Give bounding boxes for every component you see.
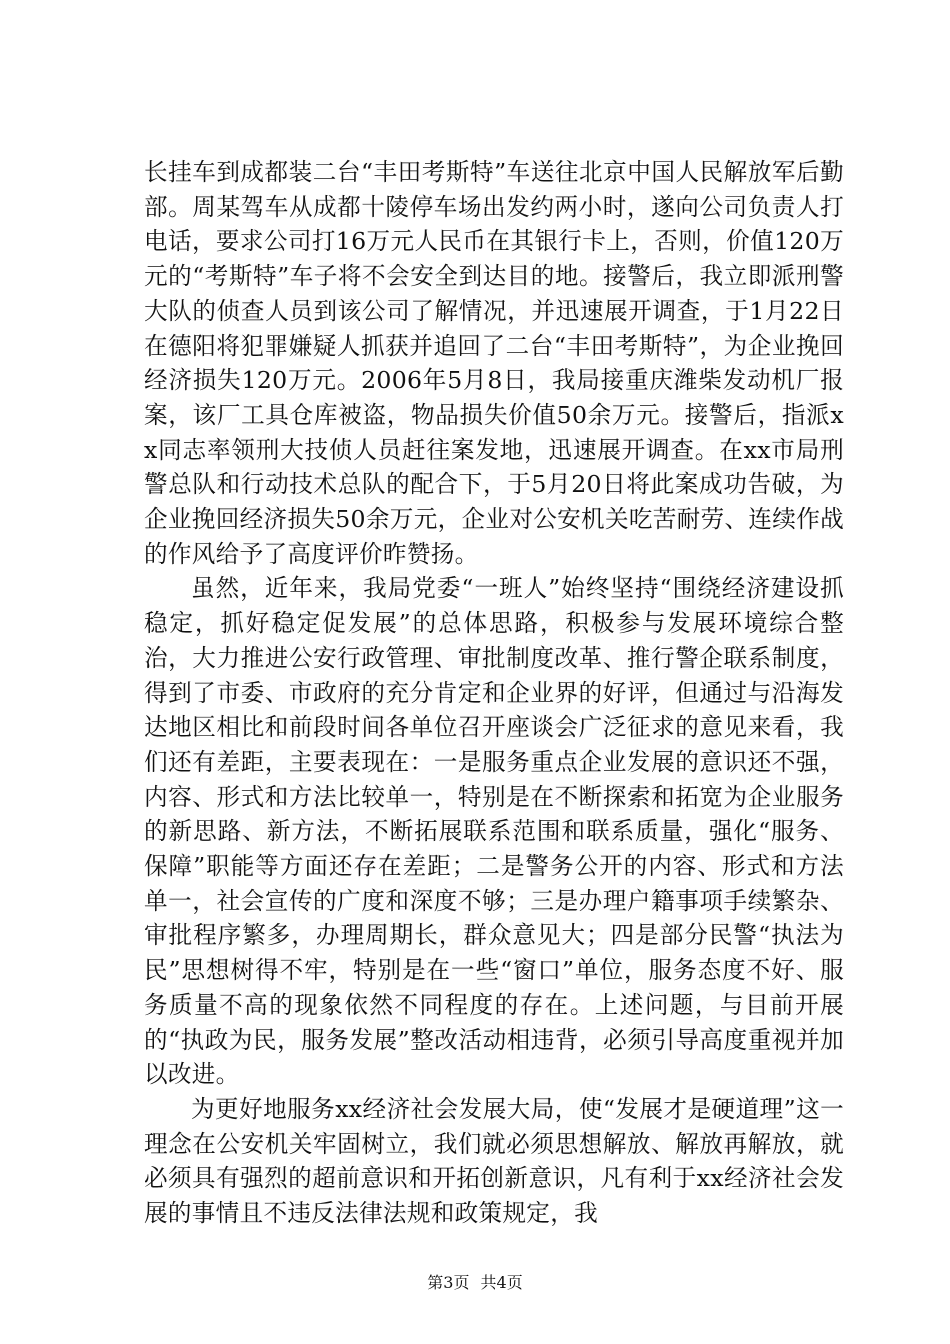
page-footer <box>0 1273 950 1293</box>
page-number: 第3页 <box>427 1273 470 1292</box>
page-total: 共4页 <box>480 1273 523 1292</box>
document-body <box>144 155 844 1231</box>
paragraph-2: 虽然，近年来，我局党委“一班人”始终坚持“围绕经济建设抓稳定，抓好稳定促发展”的总体思路，积极参与发展环境综合整治，大力推进公安行政管理、审批制度改革、推行警企联系制度，得到了市委、市政府的充分肯定和企业界的好评，但通过与沿海发达地区相比和前段时间各单位召开座谈会广泛征求的意见来看，我们还有差距，主要表现在：一是服务重点企业发展的意识还不强，内容、形式和方法比较单一，特别是在不断探索和拓宽为企业服务的新思路、新方法，不断拓展联系范围和联系质量，强化“服务、保障”职能等方面还存在差距；二是警务公开的内容、形式和方法单一，社会宣传的广度和深度不够；三是办理户籍事项手续繁杂、审批程序繁多，办理周期长，群众意见大；四是部分民警“执法为民”思想树得不牢，特别是在一些“窗口”单位，服务态度不好、服务质量不高的现象依然不同程度的存在。上述问题，与目前开展的“执政为民，服务发展”整改活动相违背，必须引导高度重视并加以改进。 <box>144 574 844 1089</box>
paragraph-1: 长挂车到成都装二台“丰田考斯特”车送往北京中国人民解放军后勤部。周某驾车从成都十陵停车场出发约两小时，遂向公司负责人打电话，要求公司打16万元人民币在其银行卡上，否则，价值120万元的“考斯特”车子将不会安全到达目的地。接警后，我立即派刑警大队的侦查人员到该公司了解情况，并迅速展开调查，于1月22日在德阳将犯罪嫌疑人抓获并追回了二台“丰田考斯特”，为企业挽回经济损失120万元。2006年5月8日，我局接重庆潍柴发动机厂报案，该厂工具仓库被盗，物品损失价值50余万元。接警后，指派xx同志率领刑大技侦人员赶往案发地，迅速展开调查。在xx市局刑警总队和行动技术总队的配合下，于5月20日将此案成功告破，为企业挽回经济损失50余万元，企业对公安机关吃苦耐劳、连续作战的作风给予了高度评价昨赞扬。 <box>144 158 844 568</box>
paragraph-3: 为更好地服务xx经济社会发展大局，使“发展才是硬道理”这一理念在公安机关牢固树立，我们就必须思想解放、解放再解放，就必须具有强烈的超前意识和开拓创新意识，凡有利于xx经济社会发展的事情且不违反法律法规和政策规定，我 <box>144 1094 844 1228</box>
